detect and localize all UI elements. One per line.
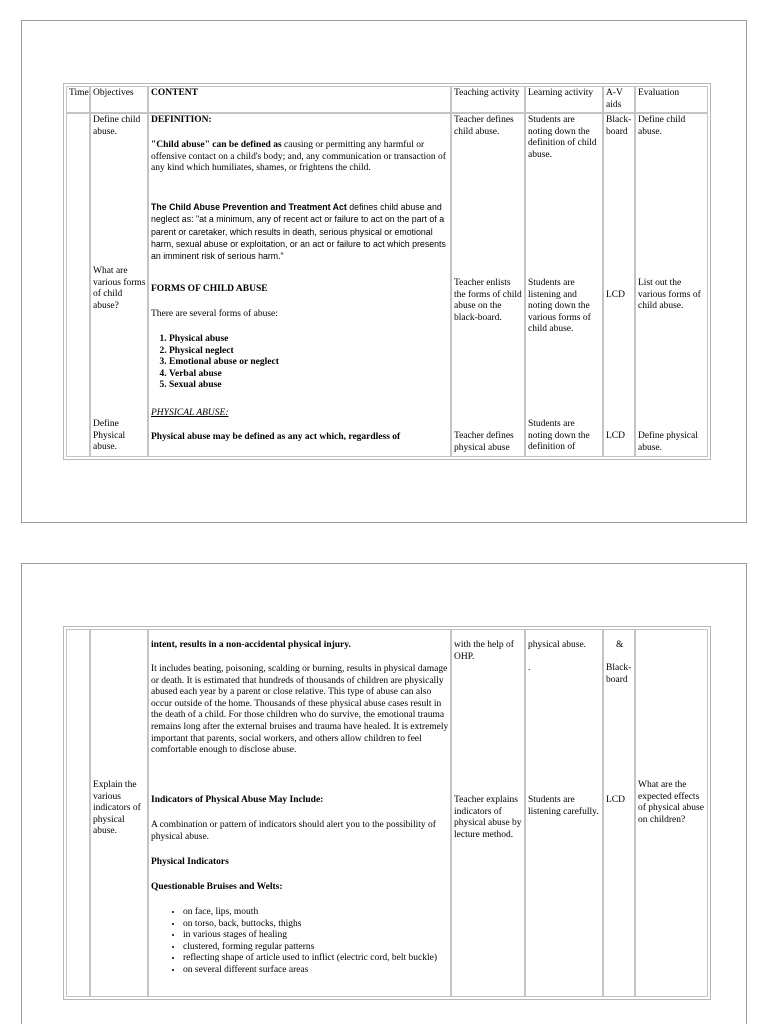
header-teaching: [451, 86, 525, 113]
lesson-plan-table: [63, 83, 711, 460]
header-objectives: [90, 86, 148, 113]
physical-indicators-heading: Physical Indicators: [151, 857, 229, 867]
header-content: [148, 86, 451, 113]
definition-heading: DEFINITION:: [151, 115, 212, 125]
objectives-cell: [90, 113, 148, 457]
header-av-label: A-V aids: [606, 88, 623, 110]
list-item: • on several different surface areas: [183, 965, 449, 977]
teaching-5: Teacher explains indicators of physical abuse by lecture method.: [454, 795, 522, 840]
list-item: 3. Emotional abuse or neglect: [169, 357, 449, 369]
physical-abuse-definition: Physical abuse may be defined as any act which, regardless of: [151, 432, 401, 442]
content-cell: [148, 113, 451, 457]
list-item: 5. Sexual abuse: [169, 380, 449, 392]
objective-1: Define child abuse.: [93, 115, 141, 137]
list-item: • clustered, forming regular patterns: [183, 942, 449, 954]
av-cell: [603, 113, 635, 457]
list-item: 4. Verbal abuse: [169, 369, 449, 381]
header-teaching-label: Teaching activity: [454, 88, 520, 98]
av-6: LCD: [606, 795, 625, 805]
teaching-1: Teacher defines child abuse.: [454, 115, 514, 137]
indicators-intro: A combination or pattern of indicators should alert you to the possibility of physical abuse.: [151, 820, 436, 842]
list-item: 1. Physical abuse: [169, 334, 449, 346]
objectives-cell: [90, 629, 148, 997]
evaluation-3: Define physical abuse.: [638, 431, 698, 453]
header-content-label: CONTENT: [151, 88, 198, 98]
act-lead: The Child Abuse Prevention and Treatment Act: [151, 202, 347, 212]
physical-abuse-paragraph: It includes beating, poisoning, scalding or burning, results in physical damage or death. It is estimated that hundreds of thousands of children are physically abused each year by a parent or close relative. This type of abuse can also occur outside of the home. Thousands of these physical abuse cases result in the death of a child. For those children who do survive, the emotional trauma remains long after the external bruises and trauma have healed. It is extremely important that parents, social workers, and others allow children to feel comfortable enough to disclose abuse.: [151, 664, 449, 756]
physical-abuse-continuation: intent, results in a non-accidental physical injury.: [151, 640, 351, 650]
evaluation-cell: [635, 113, 708, 457]
learning-cell: [525, 113, 603, 457]
teaching-cell: [451, 113, 525, 457]
evaluation-2: List out the various forms of child abuse.: [638, 278, 701, 312]
time-cell: [66, 629, 90, 997]
act-rest: defines child abuse and neglect as: "at a minimum, any of recent act or failure to act on the part of a parent or caretaker, which results in death, serious physical or emotional harm, sexual abuse or exploitation, or an act or failure to act which presents an imminent risk of serious harm.": [151, 202, 446, 262]
child-abuse-definition: [151, 140, 449, 175]
learning-2: Students are listening and noting down the various forms of child abuse.: [528, 278, 591, 335]
header-av: [603, 86, 635, 113]
header-objectives-label: Objectives: [93, 88, 134, 98]
header-learning-label: Learning activity: [528, 88, 594, 98]
header-time-label: Time: [69, 88, 89, 98]
physical-abuse-heading: PHYSICAL ABUSE:: [151, 408, 229, 418]
teaching-cell: [451, 629, 525, 997]
list-item: • in various stages of healing: [183, 930, 449, 942]
header-evaluation-label: Evaluation: [638, 88, 680, 98]
evaluation-cell: [635, 629, 708, 997]
learning-6: Students are listening carefully.: [528, 795, 599, 817]
learning-4: physical abuse.: [528, 640, 587, 650]
objective-4: Explain the various indicators of physical abuse.: [93, 780, 141, 837]
content-cell: [148, 629, 451, 997]
list-item: • on face, lips, mouth: [183, 907, 449, 919]
av-cell: [603, 629, 635, 997]
learning-1: Students are noting down the definition of child abuse.: [528, 115, 597, 160]
learning-5: .: [528, 663, 531, 673]
teaching-2: Teacher enlists the forms of child abuse on the black-board.: [454, 278, 522, 323]
objective-3: Define Physical abuse.: [93, 419, 126, 453]
indicators-heading: Indicators of Physical Abuse May Include:: [151, 795, 324, 805]
list-item: • reflecting shape of article used to inflict (electric cord, belt buckle): [183, 953, 449, 965]
learning-cell: [525, 629, 603, 997]
learning-3: Students are noting down the definition of: [528, 419, 590, 453]
objective-2: What are various forms of child abuse?: [93, 266, 146, 311]
bruises-heading: Questionable Bruises and Welts:: [151, 882, 283, 892]
lesson-plan-table-continued: [63, 626, 711, 1000]
forms-heading: FORMS OF CHILD ABUSE: [151, 284, 268, 294]
evaluation-4: What are the expected effects of physical abuse on children?: [638, 780, 704, 825]
av-4: &: [616, 640, 624, 650]
child-abuse-rest: causing or permitting any harmful or offensive contact on a child's body; and, any communication or transaction of any kind which humiliates, shames, or frightens the child.: [151, 140, 446, 174]
act-definition: [151, 201, 449, 262]
header-learning: [525, 86, 603, 113]
time-cell: [66, 113, 90, 457]
av-3: LCD: [606, 431, 625, 441]
teaching-4: with the help of OHP.: [454, 640, 514, 662]
forms-intro: There are several forms of abuse:: [151, 309, 278, 319]
teaching-3: Teacher defines physical abuse: [454, 431, 514, 453]
child-abuse-lead: "Child abuse" can be defined as: [151, 140, 282, 150]
list-item: • on torso, back, buttocks, thighs: [183, 919, 449, 931]
bruises-list: [151, 907, 449, 977]
av-1: Black-board: [606, 115, 632, 137]
header-time: [66, 86, 90, 113]
document-page-1: [21, 20, 747, 523]
av-5: Black-board: [606, 663, 632, 685]
document-page-2: [21, 563, 747, 1024]
av-2: LCD: [606, 290, 625, 300]
evaluation-1: Define child abuse.: [638, 115, 686, 137]
forms-list: [151, 334, 449, 392]
header-evaluation: [635, 86, 708, 113]
list-item: 2. Physical neglect: [169, 346, 449, 358]
